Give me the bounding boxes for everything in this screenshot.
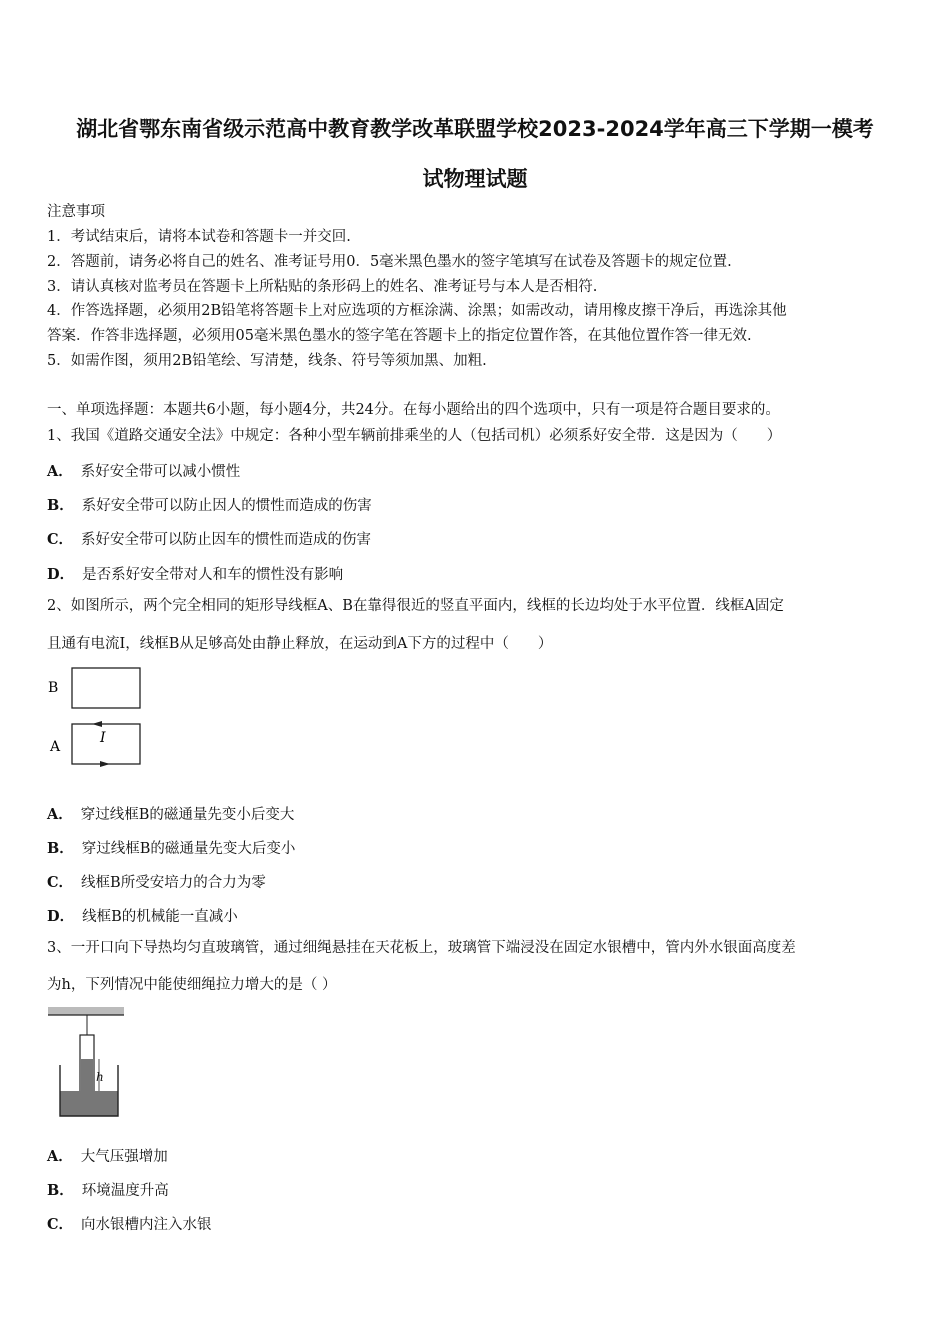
option-text: 系好安全带可以减小惯性 xyxy=(80,464,241,480)
section-heading: 一、单项选择题：本题共6小题，每小题4分，共24分。在每小题给出的四个选项中，只有一项是符合题目要求的。 xyxy=(47,402,780,418)
option-text: 大气压强增加 xyxy=(80,1149,168,1165)
q1-option-a[interactable] xyxy=(47,460,240,481)
option-text: 穿过线框B的磁通量先变小后变大 xyxy=(80,807,295,823)
option-label: C． xyxy=(47,1216,74,1233)
option-label: B． xyxy=(47,497,74,514)
q2-figure-wire-frames xyxy=(40,660,160,770)
option-label: B． xyxy=(47,1182,74,1199)
notice-heading: 注意事项 xyxy=(47,204,105,220)
option-label: C． xyxy=(47,874,74,891)
current-label: I xyxy=(100,730,106,746)
q3-option-a[interactable] xyxy=(47,1145,168,1166)
q3-option-c[interactable] xyxy=(47,1213,212,1234)
notice-item-1: 1．考试结束后，请将本试卷和答题卡一并交回. xyxy=(47,229,351,245)
frame-b-rect xyxy=(72,668,140,708)
q2-option-d[interactable] xyxy=(47,905,238,926)
option-label: A． xyxy=(47,1148,73,1165)
option-text: 是否系好安全带对人和车的惯性没有影响 xyxy=(82,567,344,583)
air-column xyxy=(81,1036,93,1059)
q2-stem-line2: 且通有电流I，线框B从足够高处由静止释放，在运动到A下方的过程中（ ） xyxy=(47,636,553,652)
notice-item-3: 3．请认真核对监考员在答题卡上所粘贴的条形码上的姓名、准考证号与本人是否相符. xyxy=(47,279,598,295)
q3-stem-line1: 3、一开口向下导热均匀直玻璃管，通过细绳悬挂在天花板上，玻璃管下端浸没在固定水银槽中，管内外水银面高度差 xyxy=(47,940,796,956)
frame-b-label: B xyxy=(48,680,59,696)
exam-title-line2: 试物理试题 xyxy=(422,167,528,191)
q3-figure-glass-tube xyxy=(44,1005,134,1120)
q3-stem-line2: 为h，下列情况中能使细绳拉力增大的是（ ） xyxy=(47,977,337,993)
q2-stem-line1: 2、如图所示，两个完全相同的矩形导线框A、B在靠得很近的竖直平面内，线框的长边均处于水平位置．线框A固定 xyxy=(47,598,784,614)
notice-item-5: 5．如需作图，须用2B铅笔绘、写清楚，线条、符号等须加黑、加粗. xyxy=(47,353,487,369)
option-label: C． xyxy=(47,531,74,548)
q2-option-b[interactable] xyxy=(47,837,295,858)
q1-option-d[interactable] xyxy=(47,563,343,584)
q1-option-c[interactable] xyxy=(47,528,371,549)
notice-item-4-cont: 答案．作答非选择题，必须用05毫米黑色墨水的签字笔在答题卡上的指定位置作答，在其他位置作答一律无效. xyxy=(47,328,752,344)
option-label: D． xyxy=(47,566,75,583)
q1-option-b[interactable] xyxy=(47,494,372,515)
option-text: 向水银槽内注入水银 xyxy=(81,1217,212,1233)
ceiling-hatch xyxy=(48,1007,124,1015)
option-text: 系好安全带可以防止因车的惯性而造成的伤害 xyxy=(81,532,372,548)
height-label: h xyxy=(96,1070,104,1084)
option-text: 环境温度升高 xyxy=(81,1183,169,1199)
option-label: D． xyxy=(47,908,75,925)
mercury-in-tube xyxy=(81,1059,93,1115)
current-arrow-left-icon xyxy=(100,761,110,767)
option-text: 线框B所受安培力的合力为零 xyxy=(81,875,266,891)
q3-option-b[interactable] xyxy=(47,1179,169,1200)
option-label: A． xyxy=(47,463,73,480)
q1-stem: 1、我国《道路交通安全法》中规定：各种小型车辆前排乘坐的人（包括司机）必须系好安全带．这是因为（ ） xyxy=(47,428,782,444)
q2-option-c[interactable] xyxy=(47,871,266,892)
notice-item-2: 2．答题前，请务必将自己的姓名、准考证号用0．5毫米黑色墨水的签字笔填写在试卷及答题卡的规定位置. xyxy=(47,254,732,270)
option-text: 穿过线框B的磁通量先变大后变小 xyxy=(81,841,296,857)
option-text: 线框B的机械能一直减小 xyxy=(82,909,238,925)
current-arrow-right-icon xyxy=(92,721,102,727)
q2-option-a[interactable] xyxy=(47,803,294,824)
option-text: 系好安全带可以防止因人的惯性而造成的伤害 xyxy=(81,498,372,514)
notice-item-4: 4．作答选择题，必须用2B铅笔将答题卡上对应选项的方框涂满、涂黑；如需改动，请用橡皮擦干净后，再选涂其他 xyxy=(47,303,787,319)
option-label: B． xyxy=(47,840,74,857)
frame-a-label: A xyxy=(50,739,61,755)
option-label: A． xyxy=(47,806,73,823)
frame-a-rect xyxy=(72,724,140,764)
exam-title-line1: 湖北省鄂东南省级示范高中教育教学改革联盟学校2023-2024学年高三下学期一模考 xyxy=(76,117,874,141)
